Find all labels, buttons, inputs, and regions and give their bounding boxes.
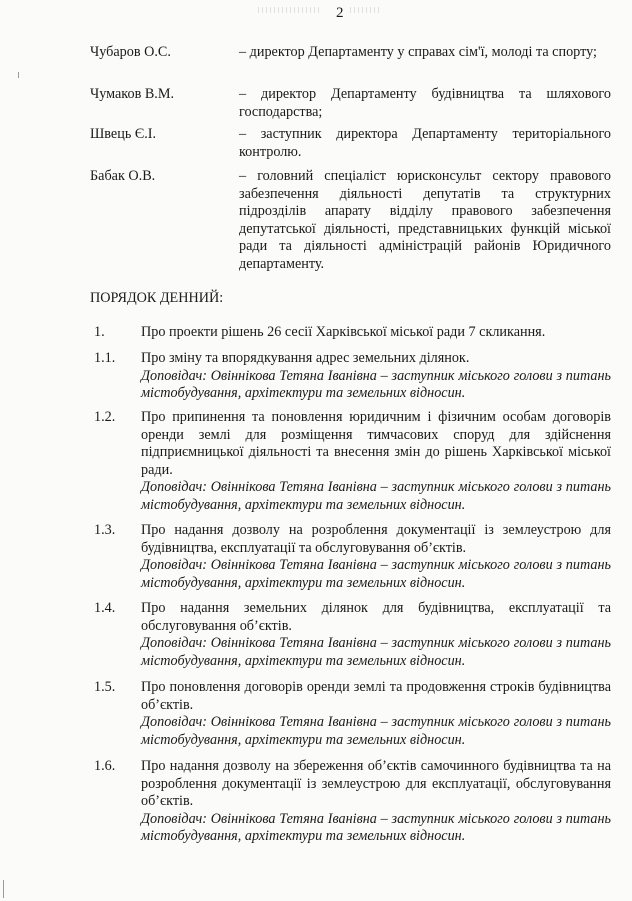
- agenda-heading: ПОРЯДОК ДЕННИЙ:: [90, 290, 224, 306]
- agenda-item-number: 1.2.: [94, 409, 116, 425]
- agenda-item-title: Про надання земельних ділянок для будівництва, експлуатації та обслуговування об’єктів.: [141, 600, 611, 634]
- margin-mark: [18, 72, 19, 78]
- agenda-item-title: Про надання дозволу на збереження об’єктів самочинного будівництва та на розроблення документації із землеустрою для експлуатації, обслуговування об’єктів.: [141, 758, 611, 810]
- agenda-item-number: 1.3.: [94, 522, 116, 538]
- agenda-item-speaker: Доповідач: Овіннікова Тетяна Іванівна – заступник міського голови з питань містобудування, архітектури та земельних відносин.: [141, 557, 611, 591]
- agenda-item-speaker: Доповідач: Овіннікова Тетяна Іванівна – заступник міського голови з питань містобудування, архітектури та земельних відносин.: [141, 810, 611, 845]
- agenda-item-speaker: Доповідач: Овіннікова Тетяна Іванівна – заступник міського голови з питань містобудування, архітектури та земельних відносин.: [141, 714, 611, 748]
- attendee-role: – заступник директора Департаменту територіального контролю.: [239, 126, 611, 160]
- attendee-name: Швець Є.І.: [90, 126, 157, 142]
- agenda-item-title: Про поновлення договорів оренди землі та продовження строків будівництва об’єктів.: [141, 679, 611, 713]
- agenda-item-speaker: Доповідач: Овіннікова Тетяна Іванівна – заступник міського голови з питань містобудування, архітектури та земельних відносин.: [141, 479, 611, 513]
- agenda-item-title: Про проекти рішень 26 сесії Харківської міської ради 7 скликання.: [141, 324, 546, 340]
- attendee-role: – головний спеціаліст юрисконсульт сектору правового забезпечення діяльності депутатів та структурних підрозділів апарату відділу правового забезпечення депутатської діяльності, представницьких функцій міської ради та діяльності адміністрацій районів Юридичного департаменту.: [239, 168, 611, 272]
- attendee-name: Чумаков В.М.: [90, 86, 174, 102]
- margin-mark: [3, 880, 4, 898]
- agenda-item-number: 1.5.: [94, 679, 116, 695]
- agenda-item-number: 1.6.: [94, 758, 116, 774]
- page-number: 2: [336, 5, 344, 21]
- scan-artifact: [258, 7, 320, 13]
- agenda-item-speaker: Доповідач: Овіннікова Тетяна Іванівна – заступник міського голови з питань містобудування, архітектури та земельних відносин.: [141, 635, 611, 669]
- scan-artifact: [350, 7, 380, 13]
- agenda-item-number: 1.1.: [94, 350, 116, 366]
- agenda-item-title: Про зміну та впорядкування адрес земельних ділянок.: [141, 350, 470, 366]
- attendee-role: – директор Департаменту у справах сім'ї, молоді та спорту;: [239, 44, 597, 60]
- agenda-item-number: 1.: [94, 324, 105, 340]
- agenda-item-speaker: Доповідач: Овіннікова Тетяна Іванівна – заступник міського голови з питань містобудування, архітектури та земельних відносин.: [141, 367, 611, 402]
- agenda-item-number: 1.4.: [94, 600, 116, 616]
- attendee-name: Чубаров О.С.: [90, 44, 171, 60]
- agenda-item-title: Про припинення та поновлення юридичним і фізичним особам договорів оренди землі для розміщення тимчасових споруд для здійснення підприємницької діяльності та внесення змін до рішень Харківської міської ради.: [141, 409, 611, 478]
- agenda-item-title: Про надання дозволу на розроблення документації із землеустрою для будівництва, експлуатації та обслуговування об’єктів.: [141, 522, 611, 556]
- attendee-role: – директор Департаменту будівництва та шляхового господарства;: [239, 86, 611, 120]
- attendee-name: Бабак О.В.: [90, 168, 156, 184]
